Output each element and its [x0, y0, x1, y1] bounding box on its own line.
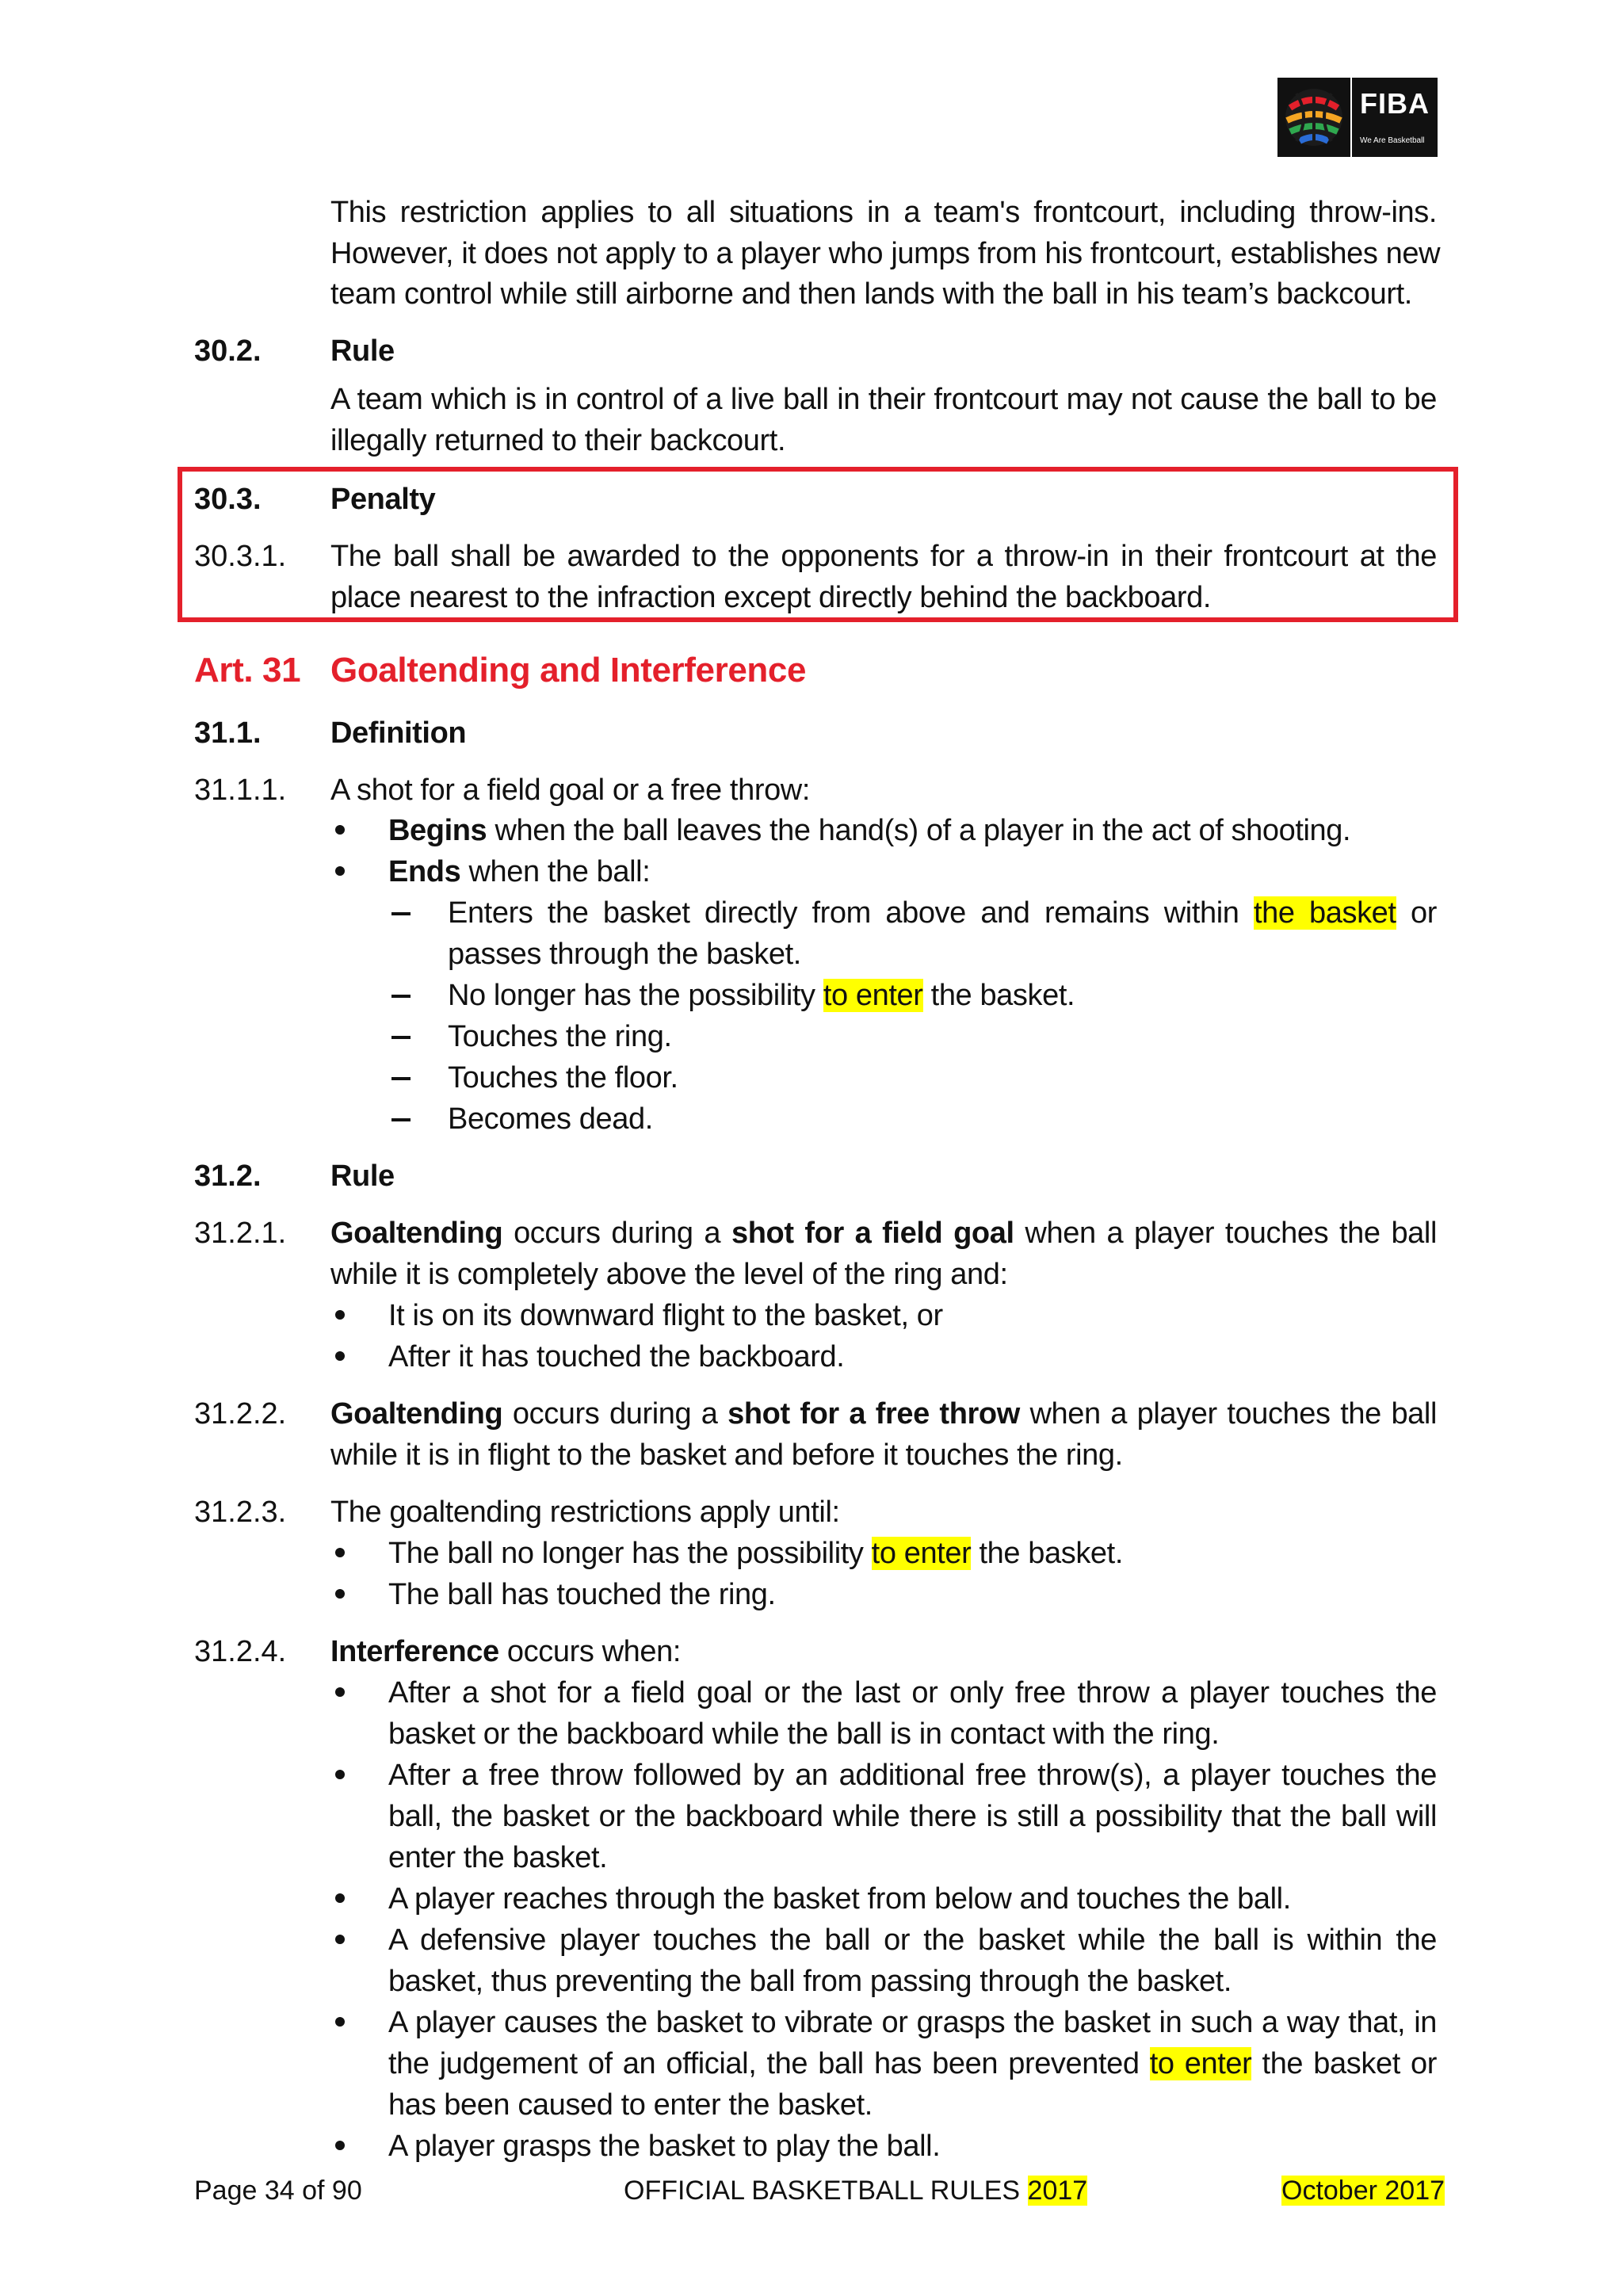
bullet-item-cont: basket, thus preventing the ball from passing through the basket. — [388, 1965, 1232, 1998]
footer-date: October 2017 — [1281, 2176, 1445, 2206]
bullet-item: After a free throw followed by an additional free throw(s), a player touches the — [388, 1759, 1437, 1792]
bullet-icon — [335, 1687, 345, 1697]
bullet-item-cont: the judgement of an official, the ball has been prevented to enter the basket or — [388, 2047, 1437, 2080]
bullet-item: After a shot for a field goal or the last or only free throw a player touches the — [388, 1676, 1437, 1710]
bullet-item: The ball no longer has the possibility to enter the basket. — [388, 1537, 1123, 1570]
subsection-number: 31.2.3. — [194, 1496, 287, 1529]
dash-item: Touches the ring. — [448, 1020, 672, 1053]
bullet-item: The ball has touched the ring. — [388, 1578, 776, 1611]
bullet-item: A player grasps the basket to play the ball. — [388, 2130, 941, 2163]
subsection-number: 31.2.2. — [194, 1397, 287, 1431]
dash-icon — [391, 1118, 411, 1121]
bullet-icon — [335, 1548, 345, 1557]
bullet-icon — [335, 1893, 345, 1903]
logo-word: FIBA — [1360, 87, 1430, 120]
footer-page-number: Page 34 of 90 — [194, 2176, 362, 2206]
section-title: Penalty — [330, 483, 436, 516]
paragraph-line: The goaltending restrictions apply until: — [330, 1496, 840, 1529]
penalty-line-2: place nearest to the infraction except directly behind the backboard. — [330, 581, 1211, 614]
dash-item-cont: passes through the basket. — [448, 938, 801, 971]
paragraph-line: Interference occurs when: — [330, 1635, 681, 1668]
rule-line-1: A team which is in control of a live ball in their frontcourt may not cause the ball to be — [330, 383, 1437, 416]
bullet-item-cont: basket or the backboard while the ball is in contact with the ring. — [388, 1717, 1220, 1751]
logo-tagline: We Are Basketball — [1360, 136, 1425, 145]
bullet-item-cont: enter the basket. — [388, 1841, 608, 1874]
dash-item: Touches the floor. — [448, 1061, 678, 1095]
section-number: 30.2. — [194, 334, 262, 368]
dash-icon — [391, 1036, 411, 1039]
subsection-number: 31.2.1. — [194, 1217, 287, 1250]
bullet-ends: Ends when the ball: — [388, 855, 651, 888]
dash-icon — [391, 912, 411, 915]
bullet-icon — [335, 2141, 345, 2150]
dash-icon — [391, 1077, 411, 1080]
dash-item: No longer has the possibility to enter the basket. — [448, 979, 1075, 1012]
penalty-line-1: The ball shall be awarded to the opponents for a throw-in in their frontcourt at the — [330, 540, 1437, 573]
bullet-begins: Begins when the ball leaves the hand(s) of a player in the act of shooting. — [388, 814, 1351, 847]
definition-intro: A shot for a field goal or a free throw: — [330, 774, 811, 807]
bullet-item: It is on its downward flight to the basket, or — [388, 1299, 943, 1332]
article-title: Goaltending and Interference — [330, 651, 807, 690]
subsection-number: 31.2.4. — [194, 1635, 287, 1668]
intro-line-3: team control while still airborne and then lands with the ball in his team’s backcourt. — [330, 277, 1412, 311]
paragraph-line: while it is in flight to the basket and before it touches the ring. — [330, 1438, 1123, 1472]
bullet-icon — [335, 1770, 345, 1779]
bullet-item-cont: has been caused to enter the basket. — [388, 2088, 873, 2122]
dash-item: Becomes dead. — [448, 1102, 653, 1136]
bullet-icon — [335, 1351, 345, 1361]
paragraph-line: while it is completely above the level of the ring and: — [330, 1258, 1008, 1291]
bullet-item-cont: ball, the basket or the backboard while there is still a possibility that the ball will — [388, 1800, 1437, 1833]
paragraph-line: Goaltending occurs during a shot for a field goal when a player touches the ball — [330, 1217, 1437, 1250]
basketball-icon — [1277, 78, 1350, 157]
section-number: 30.3. — [194, 483, 262, 516]
footer-title: OFFICIAL BASKETBALL RULES 2017 — [624, 2176, 1088, 2206]
bullet-item: A player causes the basket to vibrate or grasps the basket in such a way that, in — [388, 2006, 1437, 2039]
paragraph-line: Goaltending occurs during a shot for a free throw when a player touches the ball — [330, 1397, 1437, 1431]
section-title: Definition — [330, 716, 467, 750]
bullet-item: A player reaches through the basket from below and touches the ball. — [388, 1882, 1291, 1916]
section-number: 31.1. — [194, 716, 262, 750]
bullet-icon — [335, 1589, 345, 1599]
bullet-icon — [335, 866, 345, 876]
article-number: Art. 31 — [194, 651, 301, 690]
bullet-item: After it has touched the backboard. — [388, 1340, 845, 1373]
bullet-icon — [335, 1935, 345, 1944]
subsection-number: 30.3.1. — [194, 540, 287, 573]
subsection-number: 31.1.1. — [194, 774, 287, 807]
intro-line-1: This restriction applies to all situations in a team's frontcourt, including throw-ins. — [330, 196, 1437, 229]
intro-line-2: However, it does not apply to a player who jumps from his frontcourt, establishes new — [330, 237, 1441, 270]
section-title: Rule — [330, 334, 395, 368]
dash-item: Enters the basket directly from above and remains within the basket or — [448, 896, 1438, 930]
bullet-item: A defensive player touches the ball or the basket while the ball is within the — [388, 1924, 1437, 1957]
dash-icon — [391, 995, 411, 998]
rule-line-2: illegally returned to their backcourt. — [330, 424, 786, 457]
bullet-icon — [335, 1310, 345, 1320]
bullet-icon — [335, 2017, 345, 2027]
section-title: Rule — [330, 1159, 395, 1193]
section-number: 31.2. — [194, 1159, 262, 1193]
bullet-icon — [335, 825, 345, 835]
fiba-logo — [1277, 78, 1438, 157]
